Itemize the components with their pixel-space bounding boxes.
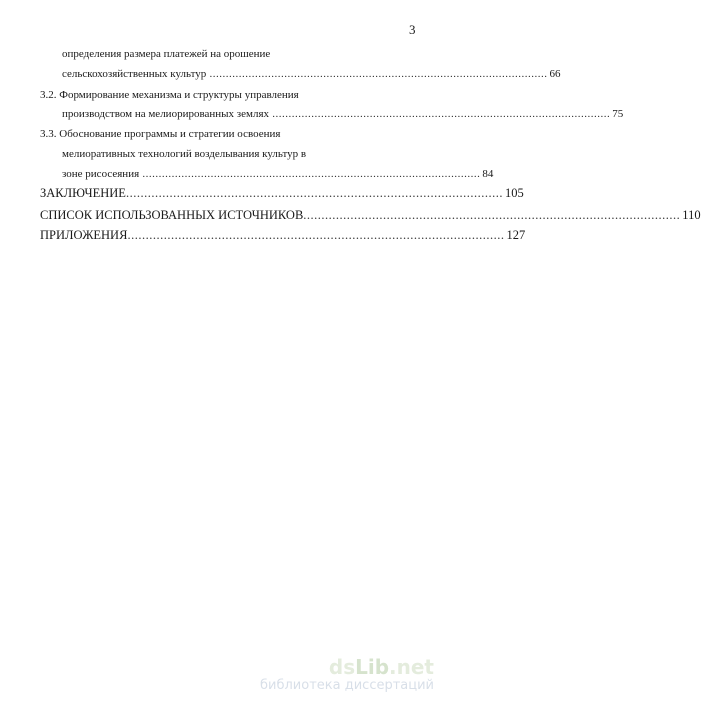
toc-line [62,166,494,182]
toc-entry-text: производством на мелиорированных землях [62,108,270,120]
toc-page-number: 75 [612,108,624,120]
toc-entry-text: СПИСОК ИСПОЛЬЗОВАННЫХ ИСТОЧНИКОВ [40,208,304,222]
toc-line [62,146,306,162]
toc-leader-dots: ........................................................................................................ [269,108,611,120]
toc-entry-text: ЗАКЛЮЧЕНИЕ [40,186,126,200]
toc-entry-text: мелиоративных технологий возделывания культур в [62,148,307,160]
toc-entry-text: сельскохозяйственных культур [62,68,207,80]
toc-leader-dots: ........................................................................................................ [303,208,681,222]
toc-page-number: 127 [506,228,526,242]
toc-leader-dots: ........................................................................................................ [206,68,548,80]
toc-leader-dots: ........................................................................................................ [127,228,505,242]
watermark [260,656,434,694]
watermark-logo [260,656,434,678]
toc-page-number: 105 [504,186,524,200]
toc-line [40,126,280,142]
toc-line [40,227,526,243]
toc-entry-text: 3.2. Формирование механизма и структуры управления [40,89,299,101]
toc-line [62,66,561,82]
toc-page-number: 66 [549,68,561,80]
watermark-logo-ds: ds [328,655,356,679]
toc-line [40,207,701,223]
toc-leader-dots: ........................................................................................................ [139,168,481,180]
toc-page-number: 110 [682,208,701,222]
table-of-contents [0,0,701,260]
watermark-logo-lib: Lib [355,655,390,679]
watermark-logo-net: .net [389,655,434,679]
watermark-subtitle: библиотека диссертаций [260,678,434,693]
toc-line [40,87,299,103]
toc-entry-text: 3.3. Обоснование программы и стратегии освоения [40,128,281,140]
toc-line [62,46,270,62]
toc-line [40,185,524,201]
page-number: 3 [409,22,416,37]
toc-entry-text: зоне рисосеяния [62,168,140,180]
toc-leader-dots: ........................................................................................................ [125,186,503,200]
toc-line [62,106,624,122]
toc-entry-text: определения размера платежей на орошение [62,48,271,60]
toc-entry-text: ПРИЛОЖЕНИЯ [40,228,128,242]
toc-page-number: 84 [482,168,494,180]
